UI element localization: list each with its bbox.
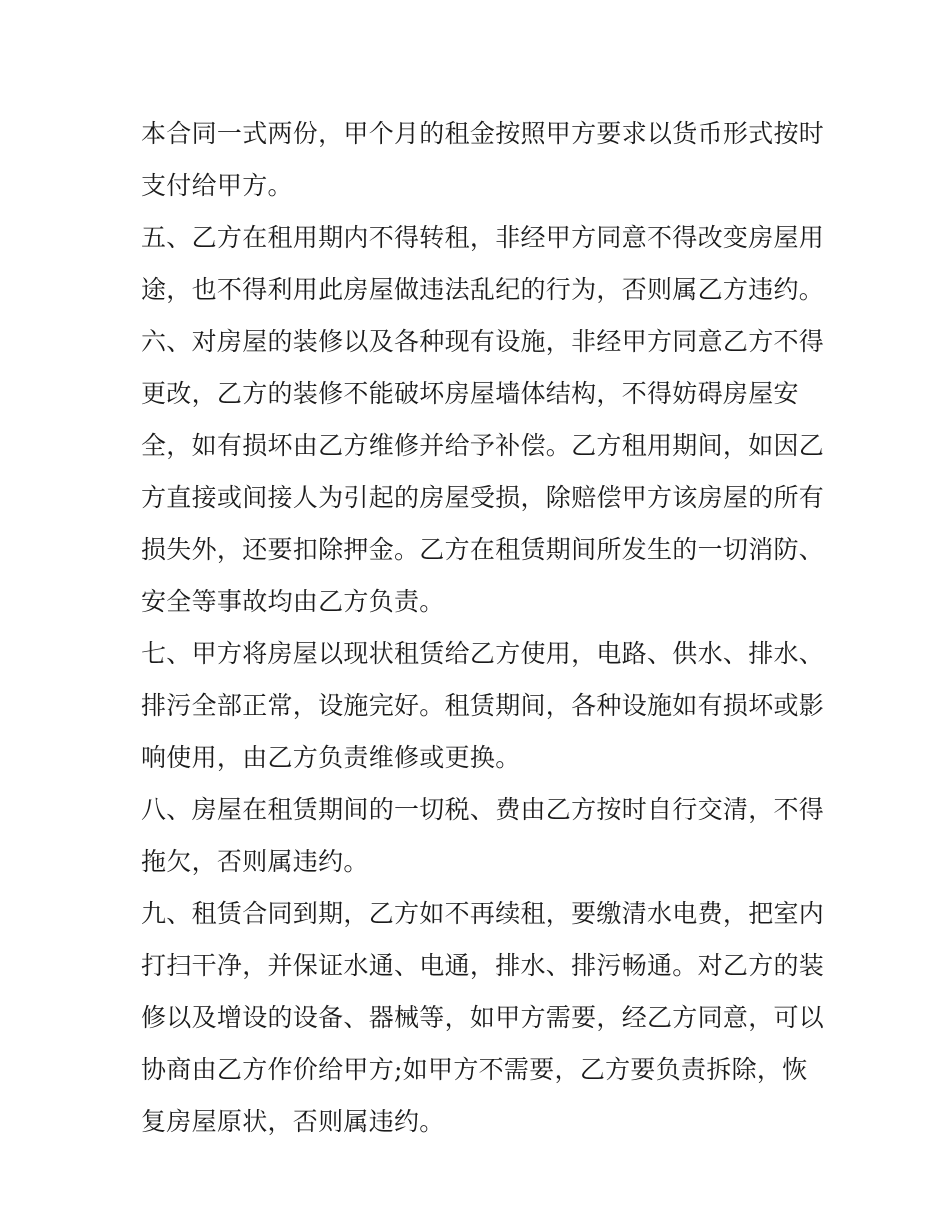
text-line: 全，如有损坏由乙方维修并给予补偿。乙方租用期间，如因乙 xyxy=(141,431,825,460)
text-line: 途，也不得利用此房屋做违法乱纪的行为，否则属乙方违约。 xyxy=(141,275,825,304)
text-line: 本合同一式两份，甲个月的租金按照甲方要求以货币形式按时 xyxy=(141,119,825,148)
text-line: 打扫干净，并保证水通、电通，排水、排污畅通。对乙方的装 xyxy=(141,951,825,980)
text-line: 五、乙方在租用期内不得转租，非经甲方同意不得改变房屋用 xyxy=(141,223,825,252)
text-line: 协商由乙方作价给甲方;如甲方不需要，乙方要负责拆除，恢 xyxy=(141,1055,808,1084)
text-line: 更改，乙方的装修不能破坏房屋墙体结构，不得妨碍房屋安 xyxy=(141,379,799,408)
text-line: 六、对房屋的装修以及各种现有设施，非经甲方同意乙方不得 xyxy=(141,327,825,356)
text-line: 损失外，还要扣除押金。乙方在租赁期间所发生的一切消防、 xyxy=(141,535,825,564)
document-body xyxy=(141,108,825,1148)
text-line: 安全等事故均由乙方负责。 xyxy=(141,587,445,616)
text-line: 拖欠，否则属违约。 xyxy=(141,847,369,876)
text-line: 响使用，由乙方负责维修或更换。 xyxy=(141,743,521,772)
text-line: 方直接或间接人为引起的房屋受损，除赔偿甲方该房屋的所有 xyxy=(141,483,825,512)
text-line: 复房屋原状，否则属违约。 xyxy=(141,1107,445,1136)
text-line: 修以及增设的设备、器械等，如甲方需要，经乙方同意，可以 xyxy=(141,1003,825,1032)
text-line: 排污全部正常，设施完好。租赁期间，各种设施如有损坏或影 xyxy=(141,691,825,720)
text-line: 九、租赁合同到期，乙方如不再续租，要缴清水电费，把室内 xyxy=(141,899,825,928)
text-line: 八、房屋在租赁期间的一切税、费由乙方按时自行交清，不得 xyxy=(141,795,825,824)
text-line: 七、甲方将房屋以现状租赁给乙方使用，电路、供水、排水、 xyxy=(141,639,825,668)
text-line: 支付给甲方。 xyxy=(141,171,293,200)
